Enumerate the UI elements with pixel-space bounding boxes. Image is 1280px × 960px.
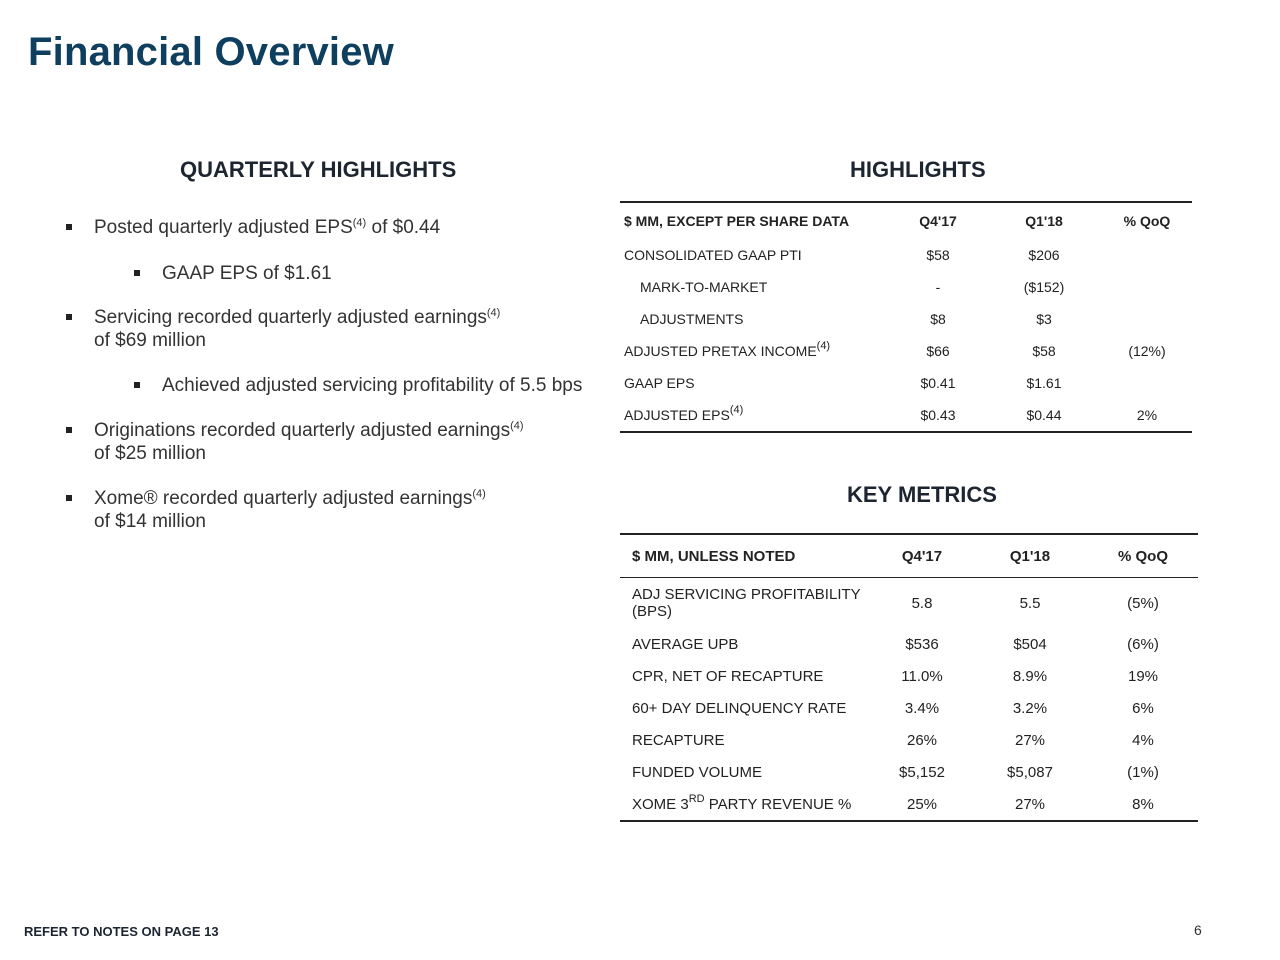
row-label: MARK-TO-MARKET: [640, 279, 768, 295]
row-label: XOME 3RD PARTY REVENUE %: [632, 792, 852, 813]
cell-qoq: (6%): [1127, 635, 1159, 653]
bullet-text-line2: of $69 million: [94, 330, 206, 351]
table-row: [620, 660, 1198, 692]
footnote-ref: (4): [486, 307, 501, 319]
footer-note: REFER TO NOTES ON PAGE 13: [24, 924, 219, 939]
column-header: % QoQ: [1117, 547, 1168, 565]
row-label: ADJUSTED EPS$^{(4)}$: [624, 404, 744, 423]
bullet-text: GAAP EPS of $1.61: [162, 263, 332, 284]
cell-qoq: (5%): [1127, 594, 1159, 612]
bullet-text: Originations recorded quarterly adjusted earnings: [94, 420, 511, 441]
table-row: [620, 335, 1192, 367]
cell-q1: 27%: [1014, 795, 1046, 813]
cell-q1: $3: [1036, 311, 1052, 327]
cell-q4: 3.4%: [904, 699, 940, 717]
cell-q4: 26%: [906, 731, 938, 749]
cell-q4: $536: [905, 635, 939, 653]
cell-q1: $0.44: [1026, 407, 1062, 423]
page-title: Financial Overview: [28, 30, 394, 74]
table-row: [620, 756, 1198, 788]
cell-q1: $206: [1028, 247, 1060, 263]
cell-qoq: (1%): [1127, 763, 1159, 781]
cell-q4: -: [935, 279, 941, 295]
row-label: FUNDED VOLUME: [632, 763, 763, 781]
row-label: RECAPTURE: [632, 731, 725, 749]
bullet-text-line2: of $14 million: [94, 511, 206, 532]
row-label: CPR, NET OF RECAPTURE: [632, 667, 824, 685]
footnote-ref: (4): [352, 217, 367, 229]
bullet-square-icon: [66, 427, 72, 433]
column-header: Q1'18: [1025, 213, 1063, 229]
column-header: $ MM, EXCEPT PER SHARE DATA: [624, 213, 850, 229]
key-metrics-heading: KEY METRICS: [847, 482, 997, 507]
table-row: [620, 724, 1198, 756]
cell-qoq: (12%): [1128, 343, 1166, 359]
quarterly-highlights-heading: QUARTERLY HIGHLIGHTS: [180, 157, 457, 182]
row-label: ADJUSTMENTS: [640, 311, 744, 327]
highlights-heading: HIGHLIGHTS: [850, 157, 986, 182]
bullet-square-icon: [66, 314, 72, 320]
cell-q4: 11.0%: [901, 667, 943, 685]
cell-qoq: 6%: [1132, 699, 1154, 717]
column-header: Q1'18: [1009, 547, 1051, 565]
cell-qoq: [1102, 367, 1192, 399]
cell-q4: $0.43: [920, 407, 956, 423]
table-row: [620, 239, 1192, 271]
cell-q1: $1.61: [1026, 375, 1062, 391]
table-row: [620, 367, 1192, 399]
table-row: [620, 399, 1192, 432]
cell-q1: $58: [1032, 343, 1056, 359]
row-label: ADJUSTED PRETAX INCOME$^{(4)}$: [624, 340, 831, 359]
cell-q1: $5,087: [1007, 763, 1053, 781]
column-header: Q4'17: [901, 547, 943, 565]
ordinal-suffix: RD: [688, 792, 705, 805]
footnote-ref: (4): [816, 340, 831, 352]
cell-qoq: [1102, 303, 1192, 335]
cell-qoq: 2%: [1136, 407, 1158, 423]
table-header-row: [620, 202, 1192, 239]
row-label: 60+ DAY DELINQUENCY RATE: [632, 699, 847, 717]
bullet-text-tail: of $0.44: [366, 217, 441, 238]
column-header: Q4'17: [919, 213, 957, 229]
cell-q1: 27%: [1014, 731, 1046, 749]
cell-qoq: 8%: [1132, 795, 1154, 813]
cell-q1: 5.5: [1019, 594, 1041, 612]
key-metrics-table: [620, 533, 1198, 822]
table-row: [620, 628, 1198, 660]
bullet-square-icon: [134, 270, 140, 276]
row-label: CONSOLIDATED GAAP PTI: [624, 247, 802, 263]
bullet-text-line2: of $25 million: [94, 443, 206, 464]
cell-q1: $504: [1013, 635, 1047, 653]
cell-q4: $8: [930, 311, 946, 327]
bullet-square-icon: [134, 382, 140, 388]
footnote-ref: (4): [729, 404, 744, 416]
footnote-ref: (4): [472, 488, 486, 500]
cell-qoq: 4%: [1132, 731, 1154, 749]
cell-q4: $0.41: [920, 375, 956, 391]
footnote-ref: (4): [510, 420, 524, 432]
table-row: [620, 578, 1198, 629]
cell-q4: $58: [926, 247, 950, 263]
table-header-row: [620, 534, 1198, 578]
highlights-table: [620, 201, 1192, 433]
cell-q1: ($152): [1023, 279, 1065, 295]
column-header: $ MM, UNLESS NOTED: [632, 547, 796, 565]
cell-q4: 5.8: [911, 594, 933, 612]
column-header: % QoQ: [1123, 213, 1171, 229]
table-row: [620, 692, 1198, 724]
bullet-text: Achieved adjusted servicing profitability of 5.5 bps: [162, 375, 583, 396]
bullet-square-icon: [66, 224, 72, 230]
bullet-text: Servicing recorded quarterly adjusted earnings: [94, 307, 487, 328]
cell-q1: 8.9%: [1012, 667, 1048, 685]
cell-q4: $5,152: [899, 763, 945, 781]
page-number: 6: [1194, 922, 1202, 938]
cell-q4: $66: [926, 343, 950, 359]
row-label: ADJ SERVICING PROFITABILITY (BPS): [632, 586, 861, 620]
cell-q1: 3.2%: [1012, 699, 1048, 717]
bullet-text: Posted quarterly adjusted EPS: [94, 217, 353, 238]
table-row: [620, 788, 1198, 821]
cell-qoq: [1102, 271, 1192, 303]
table-row: [620, 271, 1192, 303]
bullet-square-icon: [66, 495, 72, 501]
row-label: AVERAGE UPB: [632, 635, 739, 653]
cell-qoq: [1102, 239, 1192, 271]
bullet-text: Xome® recorded quarterly adjusted earnings: [94, 488, 473, 509]
row-label: GAAP EPS: [624, 375, 695, 391]
cell-q4: 25%: [906, 795, 938, 813]
cell-qoq: 19%: [1127, 667, 1159, 685]
table-row: [620, 303, 1192, 335]
